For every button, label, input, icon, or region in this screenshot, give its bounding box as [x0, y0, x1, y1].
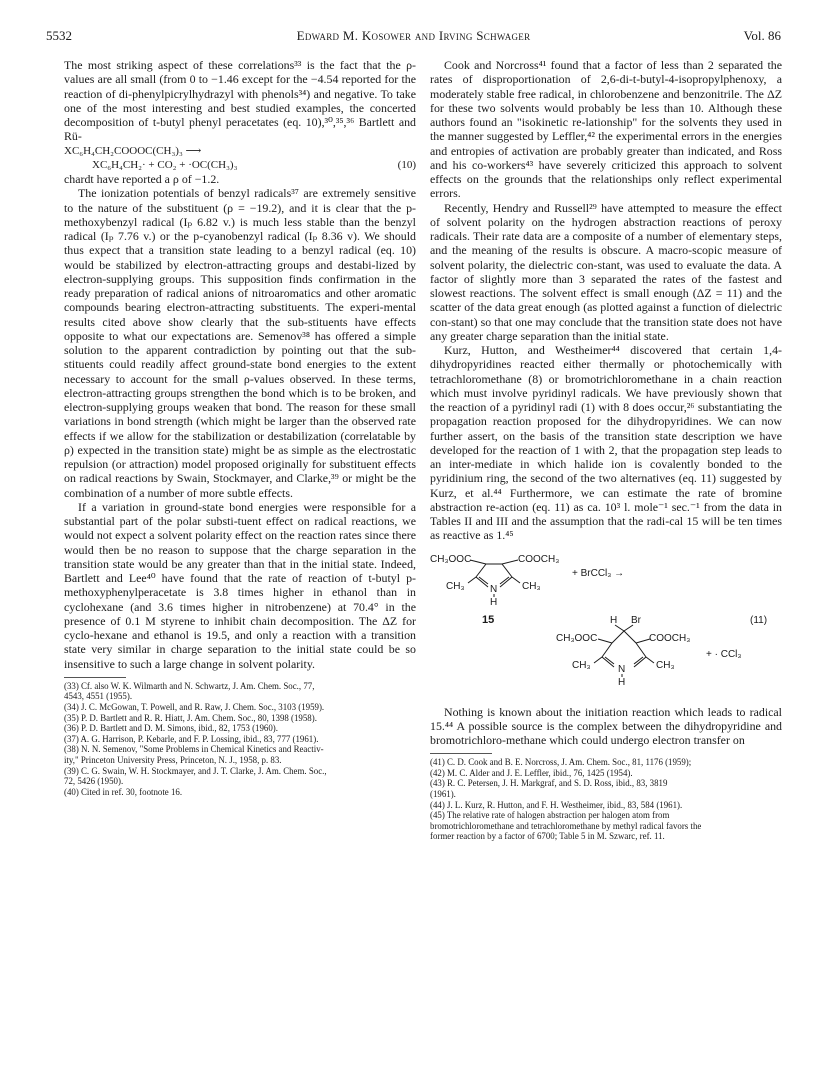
bromine-label: Br [631, 614, 641, 626]
footnote: bromotrichloromethane and tetrachloromethane by methyl radical favors the [430, 820, 702, 831]
hydrogen-label: H [610, 614, 618, 626]
radical-label: + · CCl₃ [706, 648, 742, 660]
compound-number: 15 [482, 613, 495, 626]
footnote-rule [64, 677, 126, 678]
reaction-scheme-11 [430, 547, 782, 699]
footnotes-left [64, 681, 416, 798]
paragraph: The most striking aspect of these correlations³³ is the fact that the ρ-values are all small (from 0 to −1.46 except for the −4.54 reported for the reaction of di-phenylpicrylhydrazyl with phenols³⁴) and negative. To take one of the most interesting and best studied examples, the concerted decomposition of t-butyl phenyl peracetates (eq. 10),³⁰,³⁵,³⁶ Bartlett and Rü- [64, 58, 416, 144]
product-ring [594, 625, 654, 667]
reagent-label: + BrCCl₃ → [572, 567, 625, 579]
equation-number: (11) [750, 614, 768, 626]
ester-label: CH₃OOC [556, 632, 598, 644]
ester-label: CH₃OOC [430, 553, 472, 565]
paragraph: If a variation in ground-state bond energies were responsible for a substantial part of the polar substi-tuent effect on radical reactions, we would not expect a solvent polarity effect on the reaction rates since there would then be no reason to suppose that the charge separation in the transition state would be any greater than that in the initial state. Indeed, Bartlett and Lee⁴⁰ have found that the rate of reaction of t-butyl p-methoxyphenylperacetate is 3.8 times higher in ethanol than in cyclohexane (and 3.6 times higher in nitrobenzene) at 70.4° in the presence of 0.1 M styrene to inhibit chain decomposition. The ΔZ for cyclo-hexane and ethanol is 19.5, and only a reaction with a transition state very similar in charge separation to the initial state could be so insensitive to such a large change in solvent polarity. [64, 499, 416, 671]
footnote: (35) P. D. Bartlett and R. R. Hiatt, J. Am. Chem. Soc., 80, 1398 (1958). [64, 712, 317, 723]
methyl-label: CH₃ [446, 580, 465, 592]
equation-number: (10) [397, 158, 416, 171]
nitrogen-label: N [490, 583, 498, 595]
volume-number: Vol. 86 [743, 28, 781, 43]
equation-10-products [64, 158, 416, 172]
footnote: (44) J. L. Kurz, R. Hutton, and F. H. Westheimer, ibid., 83, 584 (1961). [430, 799, 683, 810]
left-column [64, 58, 416, 797]
footnote: 4543, 4551 (1955). [64, 691, 133, 702]
running-head-authors: Edward M. Kosower and Irving Schwager [296, 28, 531, 43]
footnote: (42) M. C. Alder and J. E. Leffler, ibid., 76, 1425 (1954). [430, 767, 633, 778]
paragraph: Kurz, Hutton, and Westheimer⁴⁴ discovered that certain 1,4-dihydropyridines reacted either thermally or photochemically with tetrachloromethane (8) or bromotrichloromethane in a chain reaction which must involve pyridinyl radicals. We have previously shown that the reaction of a pyridinyl radi (1) with 8 does occur,²⁶ substantiating the propagation reaction proposed for the dihydropyridines. We can now further assert, on the basis of the transition state description we have developed for the reaction of 1 with 2, that the propagation step leads to an inter-mediate in which halide ion is covalently bonded to the pyridinium ring, the second of the two alternatives (eq. 11) suggested by Kurz, et al.⁴⁴ Furthermore, we can estimate the rate of bromine abstraction re-action (eq. 11) as ca. 10³ l. mole⁻¹ sec.⁻¹ from the data in Tables II and III and the assumption that the radi-cal 15 will be ten times as reactive as 1.⁴⁵ [430, 343, 782, 543]
methyl-label: CH₃ [656, 659, 675, 671]
ester-label: COOCH₃ [518, 553, 560, 565]
footnote: (33) Cf. also W. K. Wilmarth and N. Schwartz, J. Am. Chem. Soc., 77, [64, 680, 315, 691]
footnote: (41) C. D. Cook and B. E. Norcross, J. Am. Chem. Soc., 81, 1176 (1959); [430, 757, 692, 768]
footnote: 72, 5426 (1950). [64, 776, 124, 787]
paragraph: The ionization potentials of benzyl radicals³⁷ are extremely sensitive to the nature of the substituent (ρ = −19.2), and it is clear that the p-methoxybenzyl radical (Iₚ 6.82 v.) is much less stable than the benzyl radical (Iₚ 7.76 v.) or the p-cyanobenzyl radical (Iₚ 8.36 v). We should thus expect that a transition state leading to a benzyl radical (eq. 10) would be stabilized by electron-attracting groups and destabi-lized by electron-supplying groups. This supposition finds confirmation in the ready preparation of radical anions of nitroaromatics and other aromatic compounds bearing electron-attracting substituents. The experi-mental results cited above show clearly that the sub-stituents have effects opposite to what our expectations are. Semenov³⁸ has offered a simple solution to the apparent contradiction by pointing out that the sub-stituents could readily affect ground-state bond energies to the extent necessary to account for the small ρ-values observed. In these terms, electron-attracting groups strengthen the bond which is to be broken, and electron-supplying groups weaken that bond. The reason for these small variations in bond strength (which might be larger than the observed rate effects if we allow for the stabilization or destabilization (correlatable by ρ) expected in the transition state) might be as simple as the electrostatic repulsion (or attraction) model proposed originally for substituent effects on radical reactions by Swain, Stockmayer, and Clarke,³⁹ or might be the combination of a number of more subtle effects. [64, 186, 416, 500]
hydrogen-label: H [490, 596, 498, 608]
paragraph: chardt have reported a ρ of −1.2. [64, 172, 220, 186]
footnote: (43) R. C. Petersen, J. H. Markgraf, and S. D. Ross, ibid., 83, 3819 [430, 778, 668, 789]
right-column [430, 58, 782, 842]
equation-10-products-text: XC₆H₄CH₂· + CO₂ + ·OC(CH₃)₃ [92, 158, 238, 171]
paragraph: Recently, Hendry and Russell²⁹ have attempted to measure the effect of solvent polarity on the hydrogen abstraction reactions of peroxy radicals. Their rate data are a composite of a number of elementary steps, and the meaning of the results is obscure. A macro-scopic measure of solvent polarity, the dielectric con-stant, was used to evaluate the data. A factor of slightly more than 3 separated the rates of the fastest and slowest reactions. The solvent effect is small enough (ΔZ = 11) and the scatter of the data great enough (as plotted against a function of dielectric con-stant) so that one may conclude that the transition state does not have any greater charge separation than the initial state. [430, 200, 782, 343]
ester-label: COOCH₃ [649, 632, 691, 644]
footnote: ity," Princeton University Press, Princeton, N. J., 1958, p. 83. [64, 754, 282, 765]
footnote: (36) P. D. Bartlett and D. M. Simons, ibid., 82, 1753 (1960). [64, 723, 278, 734]
footnote: (45) The relative rate of halogen abstraction per halogen atom from [430, 810, 670, 821]
footnote: (37) A. G. Harrison, P. Kebarle, and F. P. Lossing, ibid., 83, 777 (1961). [64, 733, 319, 744]
equation-10-reactant: XC₆H₄CH₂COOOC(CH₃)₃ ⟶ [64, 144, 202, 157]
page-number: 5532 [46, 28, 72, 43]
methyl-label: CH₃ [522, 580, 541, 592]
hydrogen-label: H [618, 676, 626, 688]
footnote: former reaction by a factor of 6700; Table 5 in M. Szwarc, ref. 11. [430, 831, 665, 842]
paragraph: Nothing is known about the initiation reaction which leads to radical 15.⁴⁴ A possible source is the complex between the dihydropyridine and bromotrichloro-methane which could undergo electron transfer on [430, 704, 782, 747]
footnotes-right [430, 757, 782, 842]
reaction-scheme-drawing [430, 547, 782, 699]
footnote: (38) N. N. Semenov, "Some Problems in Chemical Kinetics and Reactiv- [64, 744, 324, 755]
footnote: (39) C. G. Swain, W. H. Stockmayer, and J. T. Clarke, J. Am. Chem. Soc., [64, 765, 327, 776]
footnote: (1961). [430, 789, 456, 800]
footnote: (34) J. C. McGowan, T. Powell, and R. Raw, J. Chem. Soc., 3103 (1959). [64, 701, 325, 712]
footnote: (40) Cited in ref. 30, footnote 16. [64, 786, 183, 797]
page-header [46, 28, 781, 46]
dihydropyridine-ring [468, 560, 520, 587]
footnote-rule [430, 753, 492, 754]
nitrogen-label: N [618, 663, 626, 675]
methyl-label: CH₃ [572, 659, 591, 671]
paragraph: Cook and Norcross⁴¹ found that a factor of less than 2 separated the rates of disproportionation of 2,6-di-t-butyl-4-isopropylphenoxy, a moderately stable free radical, in chlorobenzene and benzonitrile. The ΔZ for these two solvents would probably be less than 10. Although these authors found an "isokinetic re-lationship" for the solvents they used in the manner suggested by Leffler,⁴² the experimental errors in the energies and entropies of activation are probably greater than indicated, and Ross and his co-workers⁴³ have severely criticized this approach to solvent effects on the grounds that the relationships only reflect experimental errors. [430, 58, 782, 201]
